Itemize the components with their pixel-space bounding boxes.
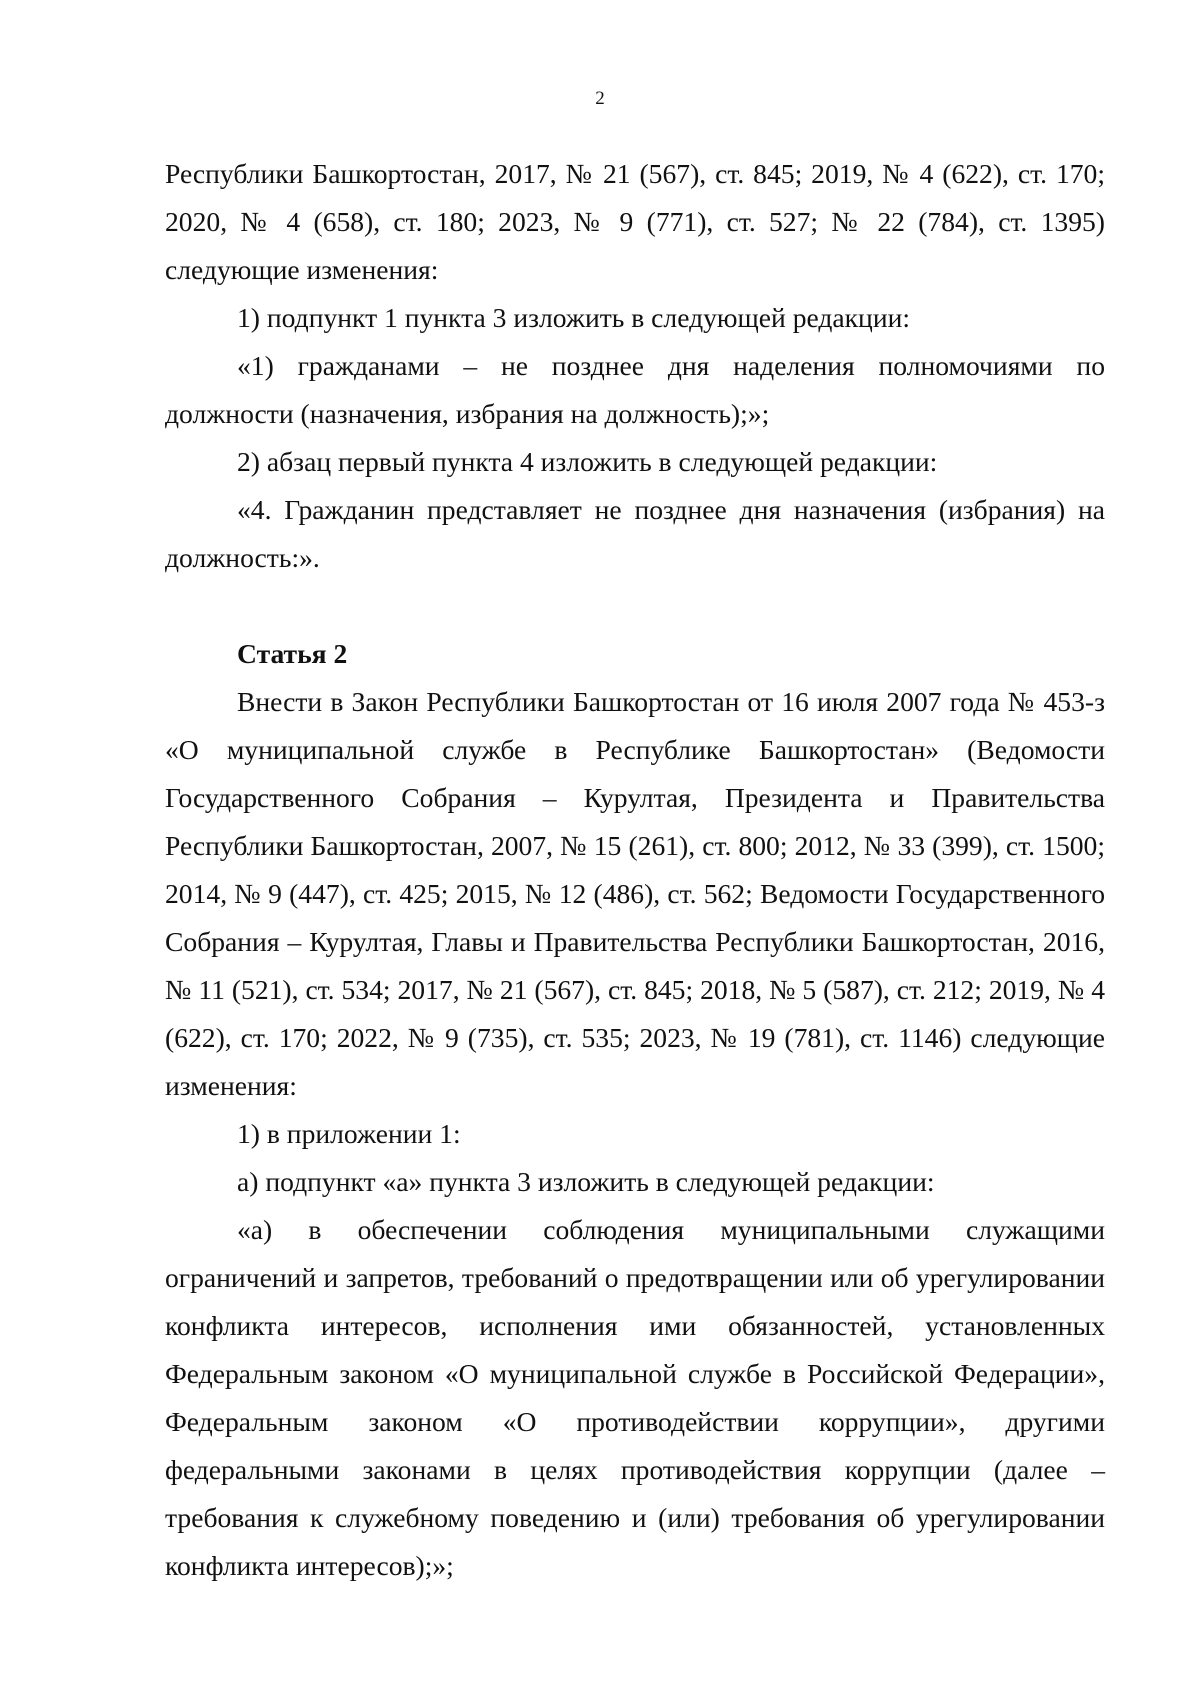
paragraph-item-2: 2) абзац первый пункта 4 изложить в следующей редакции: [237, 446, 938, 477]
paragraph-continuation: Республики Башкортостан, 2017, № 21 (567), ст. 845; 2019, № 4 (622), ст. 170; 2020, № 4 (658), ст. 180; 2023, № 9 (771), ст. 527; № 22 (784), ст. 1395) следующие изменения: [165, 158, 1105, 285]
paragraph-quoted-item-1: «1) гражданами – не позднее дня наделения полномочиями по должности (назначения, избрания на должность);»; [165, 350, 1105, 429]
article-heading: Статья 2 [237, 638, 348, 669]
paragraph-quoted-subitem-a: «а) в обеспечении соблюдения муниципальными служащими ограничений и запретов, требований о предотвращении или об урегулировании конфликта интересов, исполнения ими обязанностей, установленных Федеральным законом «О муниципальной службе в Российской Федерации», Федеральным законом «О противодействии коррупции», другими федеральными законами в целях противодействия коррупции (далее – требования к служебному поведению и (или) требования об урегулировании конфликта интересов);»; [165, 1214, 1105, 1581]
paragraph-article-intro: Внести в Закон Республики Башкортостан от 16 июля 2007 года № 453-з «О муниципальной службе в Республике Башкортостан» (Ведомости Государственного Собрания – Курултая, Президента и Правительства Республики Башкортостан, 2007, № 15 (261), ст. 800; 2012, № 33 (399), ст. 1500; 2014, № 9 (447), ст. 425; 2015, № 12 (486), ст. 562; Ведомости Государственного Собрания – Курултая, Главы и Правительства Республики Башкортостан, 2016, № 11 (521), ст. 534; 2017, № 21 (567), ст. 845; 2018, № 5 (587), ст. 212; 2019, № 4 (622), ст. 170; 2022, № 9 (735), ст. 535; 2023, № 19 (781), ст. 1146) следующие изменения: [165, 686, 1105, 1101]
document-body [165, 150, 1105, 1590]
paragraph-quoted-item-4: «4. Гражданин представляет не позднее дня назначения (избрания) на должность:». [165, 494, 1105, 573]
page-number: 2 [595, 88, 605, 109]
section-gap [165, 582, 1105, 630]
paragraph-annex-1: 1) в приложении 1: [237, 1118, 461, 1149]
paragraph-item-1: 1) подпункт 1 пункта 3 изложить в следующей редакции: [237, 302, 911, 333]
paragraph-subitem-a: а) подпункт «а» пункта 3 изложить в следующей редакции: [237, 1166, 935, 1197]
